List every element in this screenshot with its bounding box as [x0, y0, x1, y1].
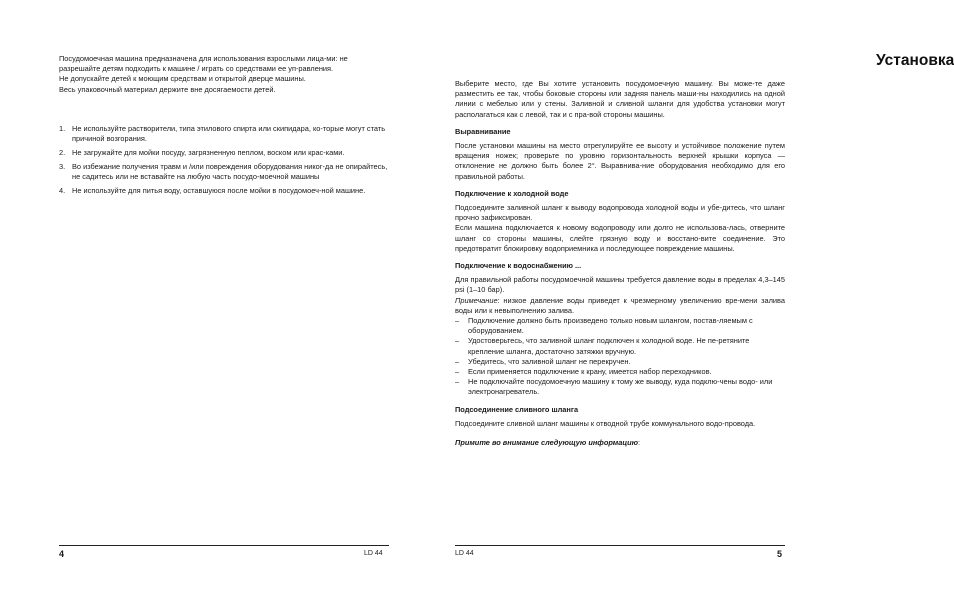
- intro-paragraph: Весь упаковочный материал держите вне досягаемости детей.: [59, 84, 276, 94]
- list-item: – Если применяется подключение к крану, имеется набор переходников.: [455, 367, 712, 377]
- footer-divider: [59, 545, 389, 546]
- list-item: – Подключение должно быть произведено только новым шлангом, постав-ляемым с оборудованием.: [455, 316, 753, 336]
- section-heading-drain: Подсоединение сливного шланга: [455, 404, 579, 414]
- note-text: : низкое давление воды приведет к чрезмерному увеличению вре-мени залива воды или к невыполнению залива.: [455, 295, 785, 315]
- list-item: – Не подключайте посудомоечную машину к тому же выводу, куда подклю-чены водо- или электронагреватель.: [455, 377, 773, 397]
- page-number: 5: [777, 549, 783, 559]
- cold-water-text: Подсоедините заливной шланг к выводу водопровода холодной воды и убе-дитесь, что шланг прочно зафиксирован.: [455, 203, 785, 223]
- page-title: Установка: [876, 52, 954, 69]
- final-note-text: Примите во внимание следующую информацию: [455, 438, 639, 448]
- list-number: 1.: [59, 124, 66, 133]
- list-number: 2.: [59, 148, 66, 157]
- list-text: Не используйте растворители, типа этилового спирта или скипидара, ко-торые могут стать причиной возгорания.: [72, 124, 386, 144]
- section-heading-leveling: Выравнивание: [455, 126, 511, 136]
- list-text: Убедитесь, что заливной шланг не перекручен.: [468, 356, 631, 366]
- installation-intro: Выберите место, где Вы хотите установить посудомоечную машину. Вы може-те даже разместить ее так, чтобы боковые стороны или задняя панель маши-ны находились на одной линии с мебелью или у стены. Заливной и сливной шланги для удобства установки могут располагаться как с левой, так и с пра-вой стороны машины.: [455, 79, 785, 119]
- list-item: [59, 124, 389, 144]
- list-item: – Удостоверьтесь, что заливной шланг подключен к холодной воде. Не пе-ретяните крепление шланга, достаточно затяжки вручную.: [455, 336, 750, 356]
- list-text: Не загружайте для мойки посуду, загрязненную пеплом, воском или крас-ками.: [72, 148, 345, 157]
- list-number: 4.: [59, 185, 66, 195]
- water-supply-text: Для правильной работы посудомоечной машины требуется давление воды в пределах 4,3–145 psi (1–10 бар).: [455, 275, 785, 295]
- warnings-list: [59, 124, 389, 200]
- footer-divider: [455, 545, 785, 546]
- section-heading-water-supply: Подключение к водоснабжению ...: [455, 261, 582, 271]
- water-supply-list: [455, 316, 785, 398]
- leveling-text: После установки машины на место отрегулируйте ее высоту и устойчивое положение путем вращения ножек; проверьте по уровню горизонтальность верхней крышки корпуса — отклонение не должно быть более 2°. Выравнива-ние оборудования необходимо для его правильной работы.: [455, 141, 785, 181]
- left-intro: [59, 54, 389, 95]
- list-text: Не подключайте посудомоечную машину к тому же выводу, куда подклю-чены водо- или электронагреватель.: [468, 377, 773, 397]
- list-text: Удостоверьтесь, что заливной шланг подключен к холодной воде. Не пе-ретяните крепление шланга, достаточно затяжки вручную.: [468, 336, 750, 356]
- model-label: LD 44: [364, 550, 383, 557]
- list-text: Не используйте для питья воду, оставшуюся после мойки в посудомоеч-ной машине.: [72, 185, 366, 195]
- left-page: [0, 0, 421, 595]
- list-item: [59, 186, 389, 196]
- cold-water-text: Если машина подключается к новому водопроводу или долго не использова-лась, отверните шланг со стороны машины, слейте грязную воду и восстано-вите соединение. Это предотвратит блокировку водоприемника и последующее повреждение машины.: [455, 223, 785, 253]
- note-label: Примечание: [455, 295, 498, 305]
- list-item: [59, 162, 389, 182]
- final-note-colon: :: [638, 438, 641, 448]
- model-label: LD 44: [455, 550, 474, 557]
- drain-text: Подсоедините сливной шланг машины к отводной трубе коммунального водо-провода.: [455, 418, 756, 428]
- list-text: Если применяется подключение к крану, имеется набор переходников.: [468, 367, 712, 377]
- list-item: – Убедитесь, что заливной шланг не перекручен.: [455, 356, 631, 366]
- installation-content: [455, 79, 785, 448]
- section-heading-cold-water: Подключение к холодной воде: [455, 188, 569, 198]
- list-item: [59, 148, 389, 158]
- list-number: 3.: [59, 161, 66, 171]
- intro-paragraph: Не допускайте детей к моющим средствам и открытой дверце машины.: [59, 74, 306, 84]
- list-text: Подключение должно быть произведено только новым шлангом, постав-ляемым с оборудованием.: [468, 316, 753, 336]
- page-number: 4: [59, 549, 65, 559]
- intro-paragraph: Посудомоечная машина предназначена для использования взрослыми лица-ми: не разрешайте детям подходить к машине / играть со средствами ее уп-равления.: [59, 54, 348, 74]
- water-supply-note: [455, 296, 785, 316]
- list-text: Во избежание получения травм и /или повреждения оборудования никог-да не опирайтесь, не садитесь или не вставайте на любую часть посудо-моечной машины: [72, 161, 388, 181]
- final-note: [455, 438, 785, 448]
